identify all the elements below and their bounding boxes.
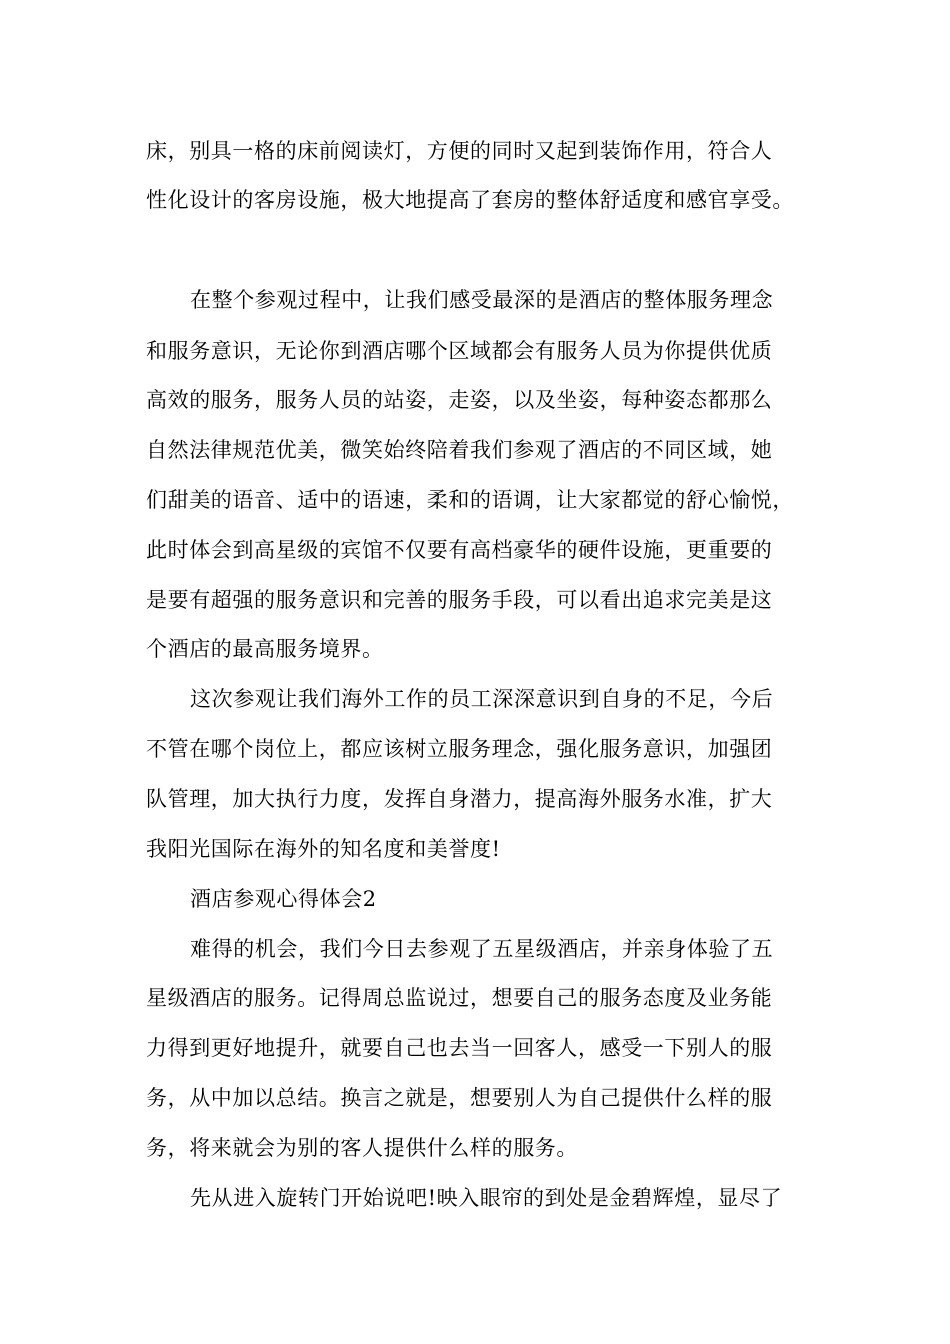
paragraph-line: 此时体会到高星级的宾馆不仅要有高档豪华的硬件设施，更重要的 (146, 538, 773, 562)
paragraph-line: 星级酒店的服务。记得周总监说过，想要自己的服务态度及业务能 (146, 986, 773, 1010)
paragraph-line: 在整个参观过程中，让我们感受最深的是酒店的整体服务理念 (190, 288, 774, 312)
paragraph-line: 们甜美的语音、适中的语速，柔和的语调，让大家都觉的舒心愉悦， (146, 488, 794, 512)
paragraph-line: 高效的服务，服务人员的站姿，走姿，以及坐姿，每种姿态都那么 (146, 388, 773, 412)
paragraph-line: 这次参观让我们海外工作的员工深深意识到自身的不足，今后 (190, 687, 774, 711)
paragraph-line: 队管理，加大执行力度，发挥自身潜力，提高海外服务水准，扩大 (146, 787, 773, 811)
paragraph-line: 自然法律规范优美，微笑始终陪着我们参观了酒店的不同区域，她 (146, 438, 773, 462)
paragraph-line: 先从进入旋转门开始说吧!映入眼帘的到处是金碧辉煌，显尽了 (190, 1186, 783, 1210)
section-heading: 酒店参观心得体会2 (190, 887, 377, 911)
paragraph-line: 力得到更好地提升，就要自己也去当一回客人，感受一下别人的服 (146, 1036, 773, 1060)
paragraph-line: 我阳光国际在海外的知名度和美誉度! (146, 837, 501, 861)
paragraph-line: 个酒店的最高服务境界。 (146, 637, 384, 661)
paragraph-line: 务，从中加以总结。换言之就是，想要别人为自己提供什么样的服 (146, 1086, 773, 1110)
paragraph-line: 是要有超强的服务意识和完善的服务手段，可以看出追求完美是这 (146, 588, 773, 612)
paragraph-line: 难得的机会，我们今日去参观了五星级酒店，并亲身体验了五 (190, 937, 774, 961)
paragraph-line: 性化设计的客房设施，极大地提高了套房的整体舒适度和感官享受。 (146, 188, 794, 212)
paragraph-line: 不管在哪个岗位上，都应该树立服务理念，强化服务意识，加强团 (146, 737, 773, 761)
paragraph-line: 床，别具一格的床前阅读灯，方便的同时又起到装饰作用，符合人 (146, 139, 773, 163)
paragraph-line: 务，将来就会为别的客人提供什么样的服务。 (146, 1136, 578, 1160)
paragraph-line: 和服务意识，无论你到酒店哪个区域都会有服务人员为你提供优质 (146, 339, 773, 363)
